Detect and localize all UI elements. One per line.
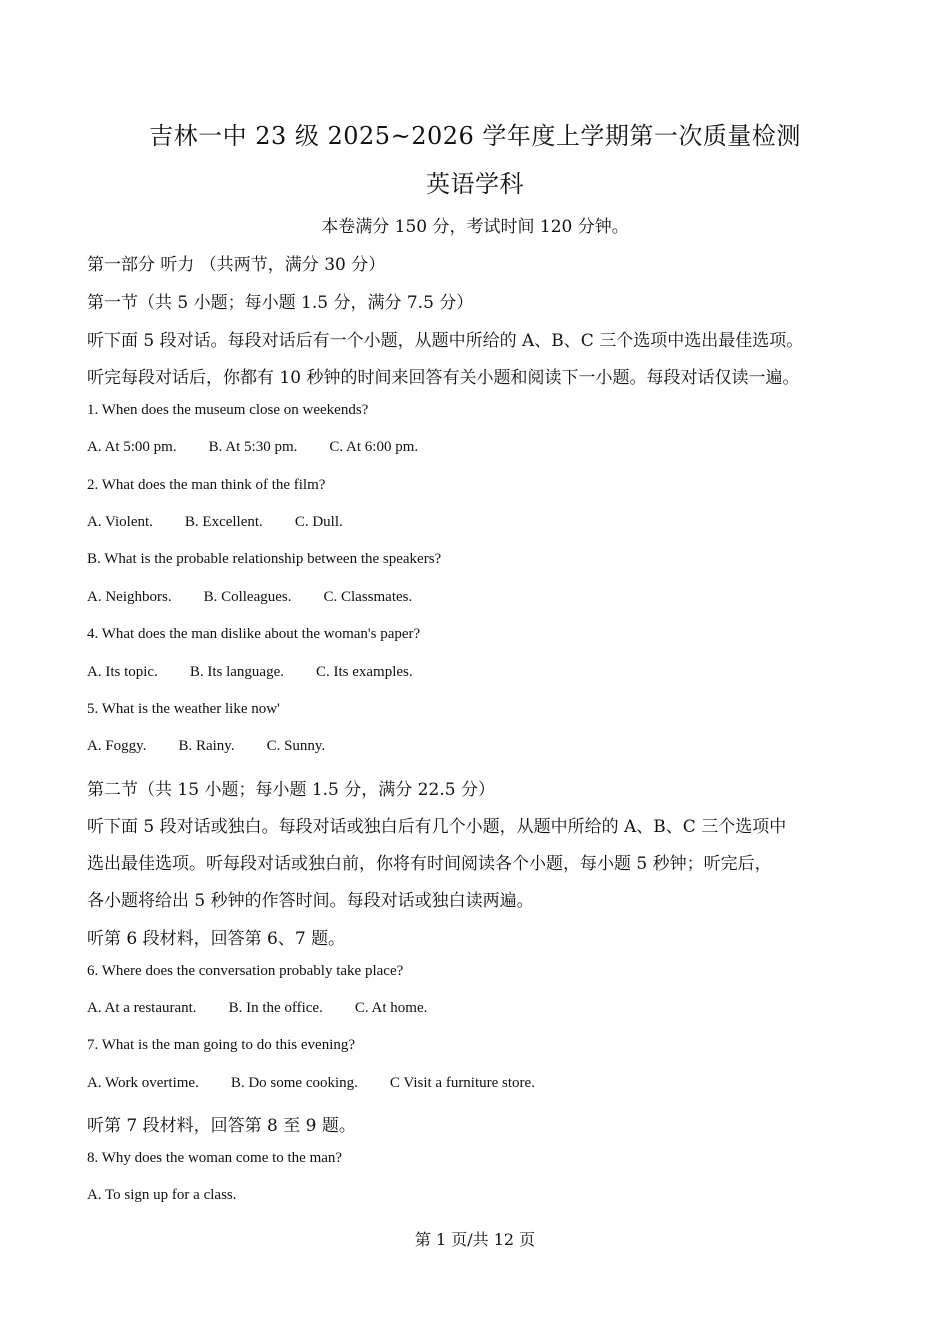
section2-instructions-line3: 各小题将给出 5 秒钟的作答时间。每段对话或独白读两遍。 <box>87 891 534 911</box>
question-8-options <box>87 1187 237 1204</box>
option-b: B. Colleagues. <box>203 589 292 605</box>
option-b: B. In the office. <box>228 1000 323 1016</box>
option-c: C Visit a furniture store. <box>389 1075 535 1091</box>
question-7: 7. What is the man going to do this evening? <box>87 1037 356 1053</box>
material-6-heading: 听第 6 段材料，回答第 6、7 题。 <box>87 929 346 949</box>
question-8: 8. Why does the woman come to the man? <box>87 1150 343 1166</box>
option-c: C. Sunny. <box>266 738 326 754</box>
section1-instructions-line2: 听完每段对话后，你都有 10 秒钟的时间来回答有关小题和阅读下一小题。每段对话仅读一遍。 <box>87 368 800 388</box>
question-7-options <box>87 1075 535 1092</box>
option-b: B. At 5:30 pm. <box>208 439 298 455</box>
part1-heading: 第一部分 听力 （共两节，满分 30 分） <box>87 255 386 275</box>
question-2-options <box>87 514 343 531</box>
section2-heading: 第二节（共 15 小题；每小题 1.5 分，满分 22.5 分） <box>87 780 495 800</box>
option-a: A. Neighbors. <box>87 589 172 605</box>
option-b: B. Its language. <box>189 664 284 680</box>
question-1: 1. When does the museum close on weekends? <box>87 402 369 418</box>
option-c: C. At home. <box>354 1000 428 1016</box>
question-5-options <box>87 738 325 755</box>
option-a: A. At a restaurant. <box>87 1000 197 1016</box>
option-b: B. Rainy. <box>178 738 235 754</box>
option-b: B. Do some cooking. <box>230 1075 358 1091</box>
question-3: B. What is the probable relationship between the speakers? <box>87 551 442 567</box>
option-a: A. Work overtime. <box>87 1075 199 1091</box>
option-a: A. Foggy. <box>87 738 147 754</box>
subject-title: 英语学科 <box>426 170 524 198</box>
section2-instructions-line1: 听下面 5 段对话或独白。每段对话或独白后有几个小题，从题中所给的 A、B、C 三个选项中 <box>87 817 787 837</box>
option-a: A. To sign up for a class. <box>87 1187 237 1203</box>
question-6: 6. Where does the conversation probably take place? <box>87 963 404 979</box>
option-a: A. Its topic. <box>87 664 158 680</box>
section1-heading: 第一节（共 5 小题；每小题 1.5 分，满分 7.5 分） <box>87 293 474 313</box>
option-a: A. Violent. <box>87 514 153 530</box>
question-4-options <box>87 664 413 681</box>
question-2: 2. What does the man think of the film? <box>87 477 326 493</box>
question-6-options <box>87 1000 427 1017</box>
exam-title: 吉林一中 23 级 2025~2026 学年度上学期第一次质量检测 <box>149 122 801 150</box>
option-c: C. Dull. <box>294 514 343 530</box>
option-a: A. At 5:00 pm. <box>87 439 177 455</box>
option-c: C. Classmates. <box>323 589 413 605</box>
section2-instructions-line2: 选出最佳选项。听每段对话或独白前，你将有时间阅读各个小题，每小题 5 秒钟；听完后， <box>87 854 772 874</box>
exam-info: 本卷满分 150 分，考试时间 120 分钟。 <box>321 217 629 237</box>
option-b: B. Excellent. <box>184 514 263 530</box>
question-5: 5. What is the weather like now' <box>87 701 280 717</box>
option-c: C. Its examples. <box>315 664 413 680</box>
section1-instructions-line1: 听下面 5 段对话。每段对话后有一个小题，从题中所给的 A、B、C 三个选项中选出最佳选项。 <box>87 331 804 351</box>
question-3-options <box>87 589 412 606</box>
question-1-options <box>87 439 418 456</box>
material-7-heading: 听第 7 段材料，回答第 8 至 9 题。 <box>87 1116 356 1136</box>
question-4: 4. What does the man dislike about the woman's paper? <box>87 626 421 642</box>
option-c: C. At 6:00 pm. <box>329 439 419 455</box>
page-footer: 第 1 页/共 12 页 <box>414 1230 536 1249</box>
